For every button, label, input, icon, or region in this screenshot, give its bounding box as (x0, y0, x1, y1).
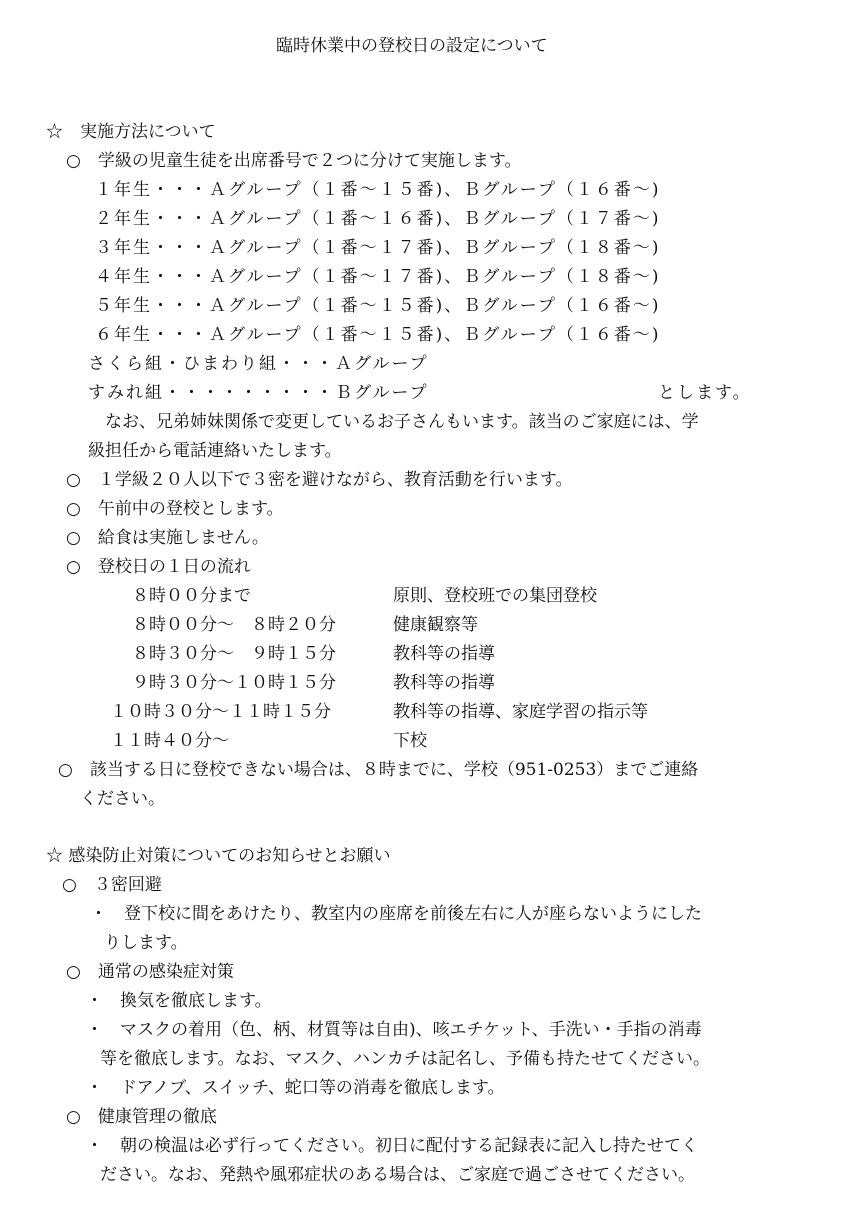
item-morning: ○ 午前中の登校とします。 (66, 499, 284, 519)
note-line: 級担任から電話連絡いたします。 (88, 441, 342, 461)
note-line: なお、兄弟姉妹関係で変更しているお子さんもいます。該当のご家庭には、学 (105, 412, 699, 432)
schedule-activity: 原則、登校班での集団登校 (393, 586, 597, 606)
bullet-line: ・ 登下校に間をあけたり、教室内の座席を前後左右に人が座らないようにした (90, 904, 702, 924)
grade-line: ６年生・・・Ａグループ（１番～１５番)、Ｂグループ（１６番～) (95, 325, 661, 345)
schedule-time: ８時３０分～ ９時１５分 (132, 644, 336, 664)
section-heading-implementation: ☆ 実施方法について (46, 122, 216, 142)
bullet-line: ・ 換気を徹底します。 (86, 991, 272, 1011)
class-group-suffix: とします。 (658, 383, 752, 403)
schedule-time: ８時００分まで (132, 586, 251, 606)
schedule-time: １１時４０分～ (110, 731, 229, 751)
sub-heading-infection-measures: ○ 通常の感染症対策 (66, 962, 234, 982)
grade-line: ５年生・・・Ａグループ（１番～１５番)、Ｂグループ（１６番～) (95, 296, 661, 316)
class-group-a: さくら組・ひまわり組・・・Ａグループ (88, 354, 429, 374)
schedule-activity: 教科等の指導 (393, 644, 495, 664)
item-class-size: ○ １学級２０人以下で３密を避けながら、教育活動を行います。 (66, 470, 573, 490)
grade-line: ３年生・・・Ａグループ（１番～１７番)、Ｂグループ（１８番～) (95, 238, 661, 258)
item-no-lunch: ○ 給食は実施しません。 (66, 528, 269, 548)
item-daily-flow: ○ 登校日の１日の流れ (66, 557, 251, 577)
bullet-line: ・ ドアノブ、スイッチ、蛇口等の消毒を徹底します。 (86, 1078, 505, 1098)
schedule-time: １０時３０分～１１時１５分 (110, 702, 331, 722)
grade-line: １年生・・・Ａグループ（１番～１５番)、Ｂグループ（１６番～) (95, 180, 661, 200)
section-heading-infection: ☆ 感染防止対策についてのお知らせとお願い (46, 846, 391, 866)
bullet-line: ・ マスクの着用（色、柄、材質等は自由)、咳エチケット、手洗い・手指の消毒 (86, 1020, 702, 1040)
schedule-time: ９時３０分～１０時１５分 (132, 673, 336, 693)
schedule-activity: 下校 (393, 731, 427, 751)
sub-heading-3c: ○ ３密回避 (62, 875, 162, 895)
item-absence-contact: ○ 該当する日に登校できない場合は、８時までに、学校（951-0253）までご連絡 (58, 760, 699, 780)
bullet-line: 等を徹底します。なお、マスク、ハンカチは記名し、予備も持たせてください。 (100, 1049, 710, 1069)
class-group-b: すみれ組・・・・・・・・・Ｂグループ (88, 383, 429, 403)
item-absence-contact-cont: ください。 (80, 789, 165, 809)
bullet-line: りします。 (104, 933, 188, 953)
schedule-activity: 教科等の指導 (393, 673, 495, 693)
schedule-activity: 教科等の指導、家庭学習の指示等 (393, 702, 648, 722)
grade-line: ４年生・・・Ａグループ（１番～１７番)、Ｂグループ（１８番～) (95, 267, 661, 287)
grade-line: ２年生・・・Ａグループ（１番～１６番)、Ｂグループ（１７番～) (95, 209, 661, 229)
schedule-activity: 健康観察等 (393, 615, 478, 635)
sub-heading-health: ○ 健康管理の徹底 (66, 1107, 217, 1127)
page-title: 臨時休業中の登校日の設定について (276, 36, 548, 56)
schedule-time: ８時００分～ ８時２０分 (132, 615, 336, 635)
bullet-line: ださい。なお、発熱や風邪症状のある場合は、ご家庭で過ごさせてください。 (100, 1165, 695, 1185)
item-split-groups: ○ 学級の児童生徒を出席番号で２つに分けて実施します。 (66, 151, 522, 171)
bullet-line: ・ 朝の検温は必ず行ってください。初日に配付する記録表に記入し持たせてく (86, 1136, 698, 1156)
